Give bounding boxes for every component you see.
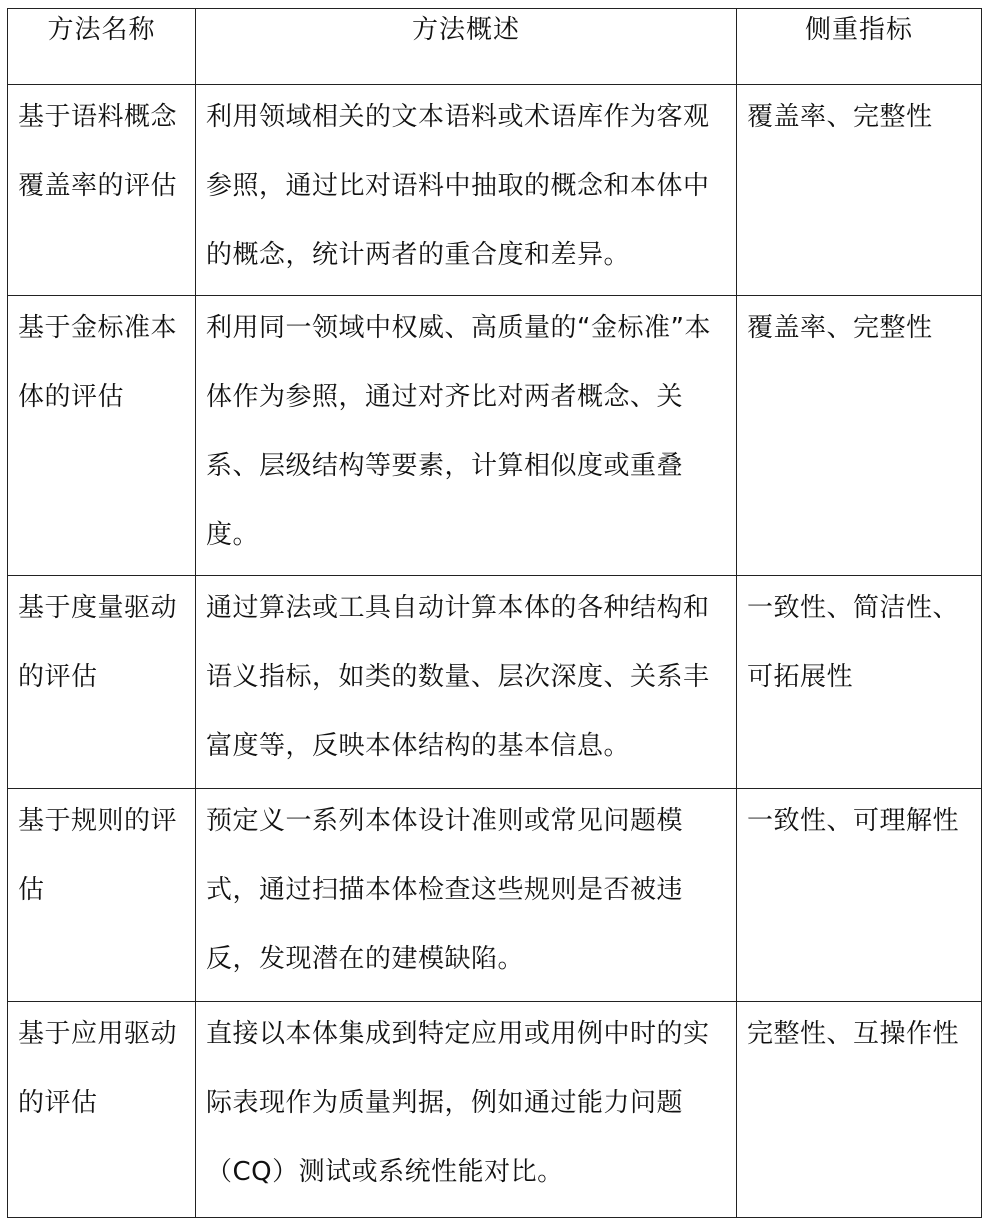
header-method-summary: 方法概述 [196, 9, 737, 85]
table-row [8, 85, 982, 296]
method-name: 基于金标准本体的评估 [18, 313, 178, 412]
method-name-cell [8, 576, 196, 789]
method-name-cell [8, 789, 196, 1002]
indicators-cell [737, 296, 982, 576]
indicators-cell [737, 85, 982, 296]
method-summary: 利用领域相关的文本语料或术语库作为客观参照，通过比对语料中抽取的概念和本体中的概念，统计两者的重合度和差异。 [206, 102, 710, 270]
method-summary-cell [196, 789, 737, 1002]
method-summary: 通过算法或工具自动计算本体的各种结构和语义指标，如类的数量、层次深度、关系丰富度等，反映本体结构的基本信息。 [206, 593, 710, 761]
indicators-cell [737, 789, 982, 1002]
method-summary-cell [196, 296, 737, 576]
method-name: 基于应用驱动的评估 [18, 1019, 178, 1118]
method-summary-cell [196, 1002, 737, 1218]
method-name: 基于规则的评估 [18, 806, 178, 905]
method-indicators: 完整性、互操作性 [747, 1019, 960, 1049]
method-name-cell [8, 296, 196, 576]
method-summary-cell [196, 85, 737, 296]
method-summary: 预定义一系列本体设计准则或常见问题模式，通过扫描本体检查这些规则是否被违反，发现潜在的建模缺陷。 [206, 806, 684, 974]
method-summary-cell [196, 576, 737, 789]
evaluation-methods-table [7, 8, 982, 1218]
table-row [8, 1002, 982, 1218]
table-header-row [8, 9, 982, 85]
table-row [8, 296, 982, 576]
method-name: 基于语料概念覆盖率的评估 [18, 102, 178, 201]
header-indicators: 侧重指标 [737, 9, 982, 85]
indicators-cell [737, 576, 982, 789]
method-name-cell [8, 1002, 196, 1218]
indicators-cell [737, 1002, 982, 1218]
method-name-cell [8, 85, 196, 296]
method-indicators: 一致性、简洁性、可拓展性 [747, 593, 960, 692]
header-method-name: 方法名称 [8, 9, 196, 85]
method-indicators: 一致性、可理解性 [747, 806, 960, 836]
method-name: 基于度量驱动的评估 [18, 593, 178, 692]
method-summary: 利用同一领域中权威、高质量的“金标准”本体作为参照，通过对齐比对两者概念、关系、层级结构等要素，计算相似度或重叠度。 [206, 313, 711, 550]
method-indicators: 覆盖率、完整性 [747, 102, 933, 132]
table-row [8, 789, 982, 1002]
method-indicators: 覆盖率、完整性 [747, 313, 933, 343]
table-row [8, 576, 982, 789]
method-summary: 直接以本体集成到特定应用或用例中时的实际表现作为质量判据，例如通过能力问题（CQ）测试或系统性能对比。 [206, 1019, 710, 1187]
